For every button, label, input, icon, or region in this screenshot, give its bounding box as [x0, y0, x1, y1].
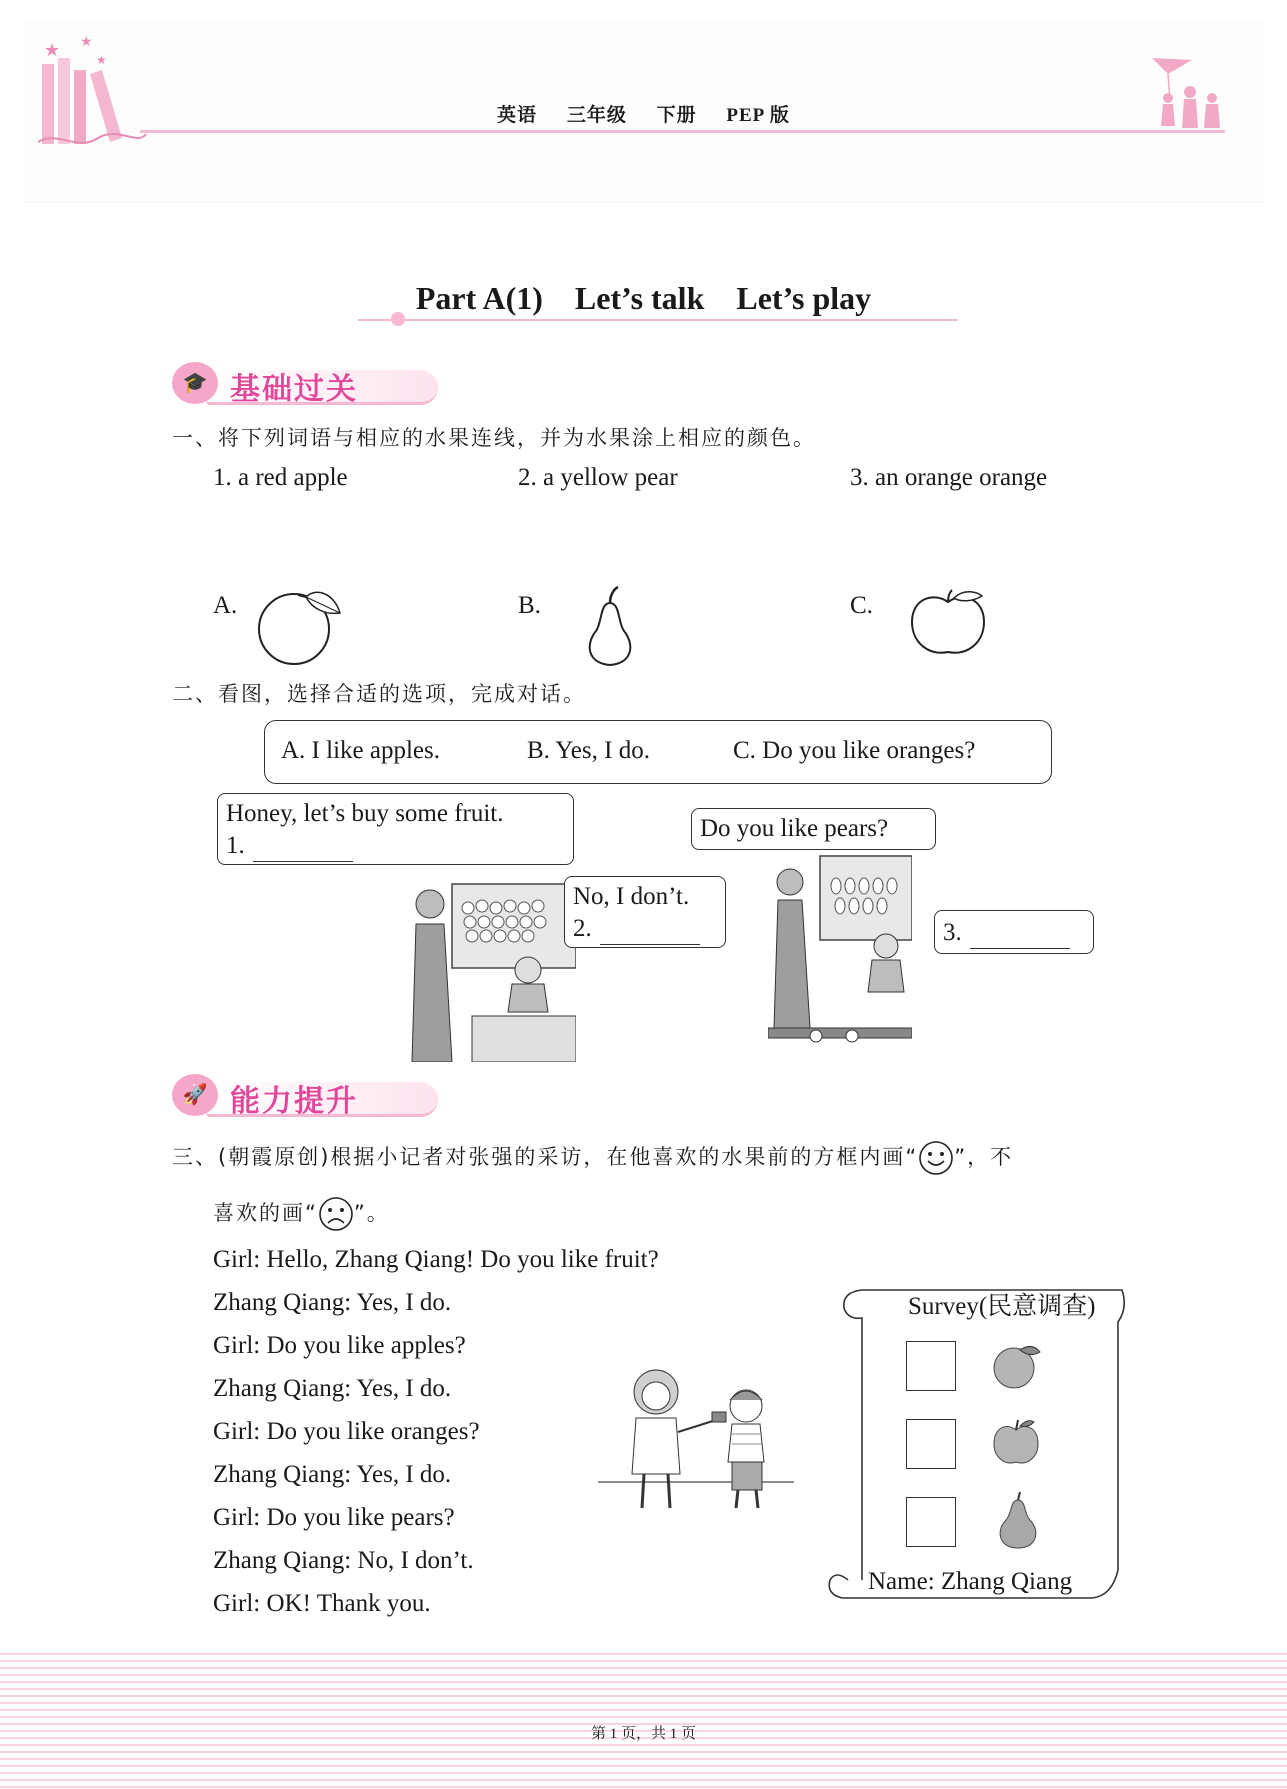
phrase-yellow-pear[interactable]: 2. a yellow pear	[518, 464, 678, 491]
options-box	[264, 720, 1052, 784]
survey-checkbox-apple[interactable]	[906, 1419, 956, 1469]
speech-bubble-1	[217, 793, 574, 865]
answer-blank-1[interactable]	[253, 839, 353, 862]
survey-name: Name: Zhang Qiang	[868, 1568, 1073, 1595]
dialog-line: Zhang Qiang: Yes, I do.	[213, 1289, 452, 1316]
dialog-line: Zhang Qiang: Yes, I do.	[213, 1375, 452, 1402]
rocket-icon: 🚀	[172, 1074, 218, 1116]
survey-scroll	[822, 1280, 1132, 1610]
option-b[interactable]: B. Yes, I do.	[527, 737, 650, 764]
title-underline	[358, 319, 958, 321]
bubble2-number: 2.	[573, 915, 592, 942]
title-part: Part A(1)	[415, 280, 543, 316]
dialog-line: Girl: Hello, Zhang Qiang! Do you like fruit?	[213, 1246, 659, 1273]
svg-text:★: ★	[96, 53, 107, 67]
scene-mother-daughter-illustration	[408, 878, 576, 1062]
survey-checkbox-pear[interactable]	[906, 1497, 956, 1547]
q3-instruction-part1: 三、(朝霞原创)根据小记者对张强的采访，在他喜欢的水果前的方框内画“	[172, 1145, 919, 1169]
q3-instruction-line2	[213, 1196, 390, 1232]
option-c[interactable]: C. Do you like oranges?	[733, 737, 976, 764]
dialog-line: Girl: Do you like pears?	[213, 1504, 455, 1531]
smiley-face-icon	[918, 1140, 954, 1176]
section-title: 基础过关	[230, 372, 358, 407]
dialog-line: Zhang Qiang: Yes, I do.	[213, 1461, 452, 1488]
header-text	[0, 100, 1287, 127]
section-ability	[172, 1074, 452, 1119]
apple-icon	[992, 1416, 1046, 1468]
header-subject: 英语	[497, 105, 538, 126]
survey-checkbox-orange[interactable]	[906, 1341, 956, 1391]
header-rule	[140, 130, 1225, 133]
fruit-label-b: B.	[518, 592, 541, 619]
section-basic	[172, 362, 452, 407]
page-number: 第 1 页，共 1 页	[590, 1726, 696, 1742]
graduation-cap-icon: 🎓	[172, 362, 218, 404]
pear-icon[interactable]	[580, 585, 642, 669]
bubble1-line1: Honey, let’s buy some fruit.	[226, 800, 504, 827]
bubble4-number: 3.	[943, 919, 962, 946]
option-a[interactable]: A. I like apples.	[281, 737, 440, 764]
fruit-label-a: A.	[213, 592, 238, 619]
sad-face-icon	[318, 1196, 354, 1232]
q3-instruction	[172, 1140, 1013, 1176]
q3-line2-part1: 喜欢的画“	[213, 1201, 318, 1225]
dialog-line: Girl: OK! Thank you.	[213, 1590, 431, 1617]
q1-instruction: 一、将下列词语与相应的水果连线，并为水果涂上相应的颜色。	[172, 426, 816, 450]
section-title: 能力提升	[230, 1084, 358, 1119]
speech-bubble-4	[934, 910, 1094, 954]
svg-text:★: ★	[80, 35, 93, 50]
q3-instruction-part2: ”，不	[954, 1145, 1014, 1169]
page-title	[0, 280, 1287, 317]
survey-title: Survey(民意调查)	[908, 1293, 1096, 1320]
orange-icon[interactable]	[254, 585, 344, 667]
footer-band	[0, 1648, 1287, 1789]
scene-pear-shop-illustration	[768, 852, 912, 1052]
reporter-interview-illustration	[598, 1362, 794, 1514]
header-edition: PEP 版	[726, 105, 790, 126]
title-dot	[391, 312, 405, 326]
fruit-label-c: C.	[850, 592, 873, 619]
dialog-line: Zhang Qiang: No, I don’t.	[213, 1547, 474, 1574]
svg-text:★: ★	[44, 40, 61, 60]
orange-icon	[990, 1342, 1044, 1390]
dialog-line: Girl: Do you like oranges?	[213, 1418, 480, 1445]
title-talk: Let’s talk	[574, 280, 705, 316]
bubble2-line1: No, I don’t.	[573, 883, 690, 910]
title-play: Let’s play	[736, 280, 872, 316]
pear-icon	[994, 1490, 1042, 1552]
bubble3-text: Do you like pears?	[700, 815, 889, 842]
answer-blank-2[interactable]	[600, 922, 700, 945]
book-logo-icon	[38, 34, 148, 154]
q2-instruction: 二、看图，选择合适的选项，完成对话。	[172, 682, 586, 706]
header-term: 下册	[656, 105, 697, 126]
children-kite-icon	[1148, 52, 1228, 132]
phrase-red-apple[interactable]: 1. a red apple	[213, 464, 348, 491]
dialog-line: Girl: Do you like apples?	[213, 1332, 466, 1359]
apple-icon[interactable]	[908, 588, 994, 660]
speech-bubble-2	[564, 876, 726, 948]
header-grade: 三年级	[566, 105, 627, 126]
phrase-orange-orange[interactable]: 3. an orange orange	[850, 464, 1048, 491]
bubble1-number: 1.	[226, 832, 245, 859]
speech-bubble-3	[691, 808, 936, 850]
q3-line2-part2: ”。	[353, 1201, 390, 1225]
answer-blank-3[interactable]	[970, 926, 1070, 949]
